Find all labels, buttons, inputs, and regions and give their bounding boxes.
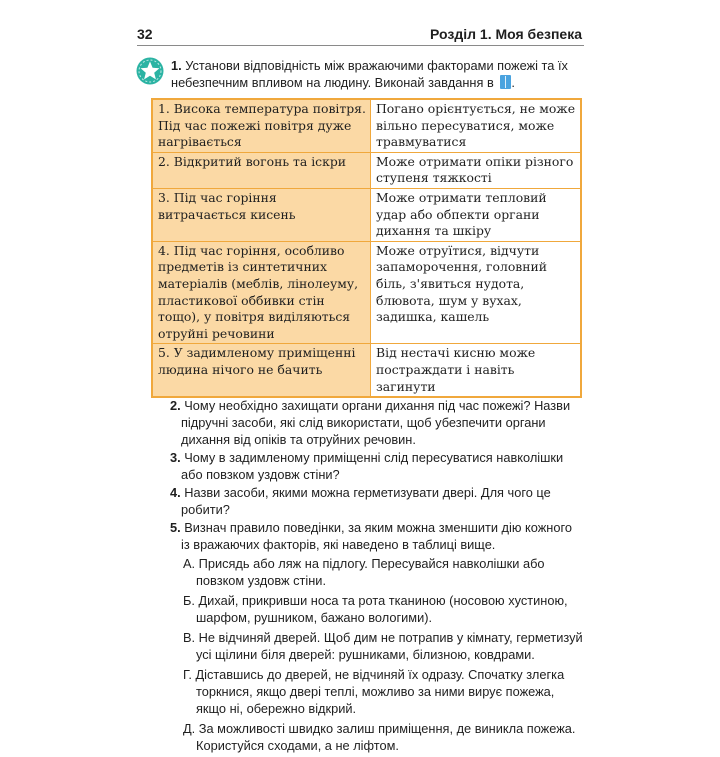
page-number: 32 bbox=[137, 26, 153, 42]
star-task-icon bbox=[135, 56, 165, 86]
table-row bbox=[152, 241, 581, 344]
task-item bbox=[170, 449, 583, 483]
task-text: Установи відповідність між вражаючими факторами пожежі та їх небезпечним впливом на людину. Виконай завдання в bbox=[171, 58, 568, 90]
header-divider bbox=[137, 45, 584, 46]
table-row bbox=[152, 152, 581, 188]
task-item bbox=[170, 519, 583, 553]
task-text: Визнач правило поведінки, за яким можна зменшити дію кожного із вражаючих факторів, які наведено в таблиці вище. bbox=[181, 520, 572, 552]
task-list bbox=[170, 397, 583, 757]
effect-cell: Від нестачі кисню може постраждати і навіть загинути bbox=[371, 344, 582, 397]
task-1: 1. Установи відповідність між вражаючими факторами пожежі та їх небезпечним впливом на людину. Виконай завдання в . bbox=[171, 58, 568, 90]
task-text: Назви засоби, якими можна герметизувати двері. Для чого це робити? bbox=[181, 485, 551, 517]
section-title: Розділ 1. Моя безпека bbox=[430, 26, 582, 42]
option-item: Д. За можливості швидко залиш приміщення, де виникла пожежа. Користуйся сходами, а не ліфтом. bbox=[183, 721, 576, 753]
task-number: 5. bbox=[170, 520, 181, 535]
task-number: 1. bbox=[171, 58, 182, 73]
option-item: Г. Діставшись до дверей, не відчиняй їх одразу. Спочатку злегка торкнися, якщо двері теплі, можливо за ними вирує пожежа, якщо ні, обережно відкрий. bbox=[183, 667, 565, 716]
task-item bbox=[170, 484, 583, 518]
cause-cell: 4. Під час горіння, особливо предметів із синтетичних матеріалів (меблів, лінолеуму, пластикової оббивки стін тощо), у повітря виділяються отруйні речовини bbox=[152, 241, 371, 344]
table-row bbox=[152, 99, 581, 152]
task-number: 4. bbox=[170, 485, 181, 500]
page-header bbox=[137, 24, 584, 44]
answer-options bbox=[170, 555, 583, 754]
table-row bbox=[152, 344, 581, 397]
option-item: А. Присядь або ляж на підлогу. Пересувайся навколішки або повзком уздовж стіни. bbox=[183, 556, 545, 588]
cause-cell: 1. Висока температура повітря. Під час пожежі повітря дуже нагрівається bbox=[152, 99, 371, 152]
effect-cell: Може отруїтися, відчути запаморочення, головний біль, з'явиться нудота, блювота, шум у вухах, задишка, кашель bbox=[371, 241, 582, 344]
task-text: Чому необхідно захищати органи дихання під час пожежі? Назви підручні засоби, які слід використати, щоб убезпечити органи дихання від опіків та отруйних речовин. bbox=[181, 398, 571, 447]
effect-cell: Може отримати опіки різного ступеня тяжкості bbox=[371, 152, 582, 188]
cause-cell: 3. Під час горіння витрачається кисень bbox=[152, 188, 371, 241]
option-item: Б. Дихай, прикривши носа та рота тканиною (носовою хустиною, шарфом, рушником, бажано вологими). bbox=[183, 593, 568, 625]
effect-cell: Погано орієнтується, не може вільно пересуватися, може травмуватися bbox=[371, 99, 582, 152]
task-text: Чому в задимленому приміщенні слід пересуватися навколішки або повзком уздовж стіни? bbox=[181, 450, 564, 482]
cause-cell: 5. У задимленому приміщенні людина нічого не бачить bbox=[152, 344, 371, 397]
workbook-icon bbox=[500, 75, 511, 89]
cause-cell: 2. Відкритий вогонь та іскри bbox=[152, 152, 371, 188]
task-number: 2. bbox=[170, 398, 181, 413]
matching-table bbox=[151, 98, 582, 398]
task-number: 3. bbox=[170, 450, 181, 465]
table-row bbox=[152, 188, 581, 241]
option-item: В. Не відчиняй дверей. Щоб дим не потрапив у кімнату, герметизуй усі щілини біля дверей: рушниками, білизною, ковдрами. bbox=[183, 630, 583, 662]
effect-cell: Може отримати тепловий удар або обпекти органи дихання та шкіру bbox=[371, 188, 582, 241]
task-item bbox=[170, 397, 583, 448]
